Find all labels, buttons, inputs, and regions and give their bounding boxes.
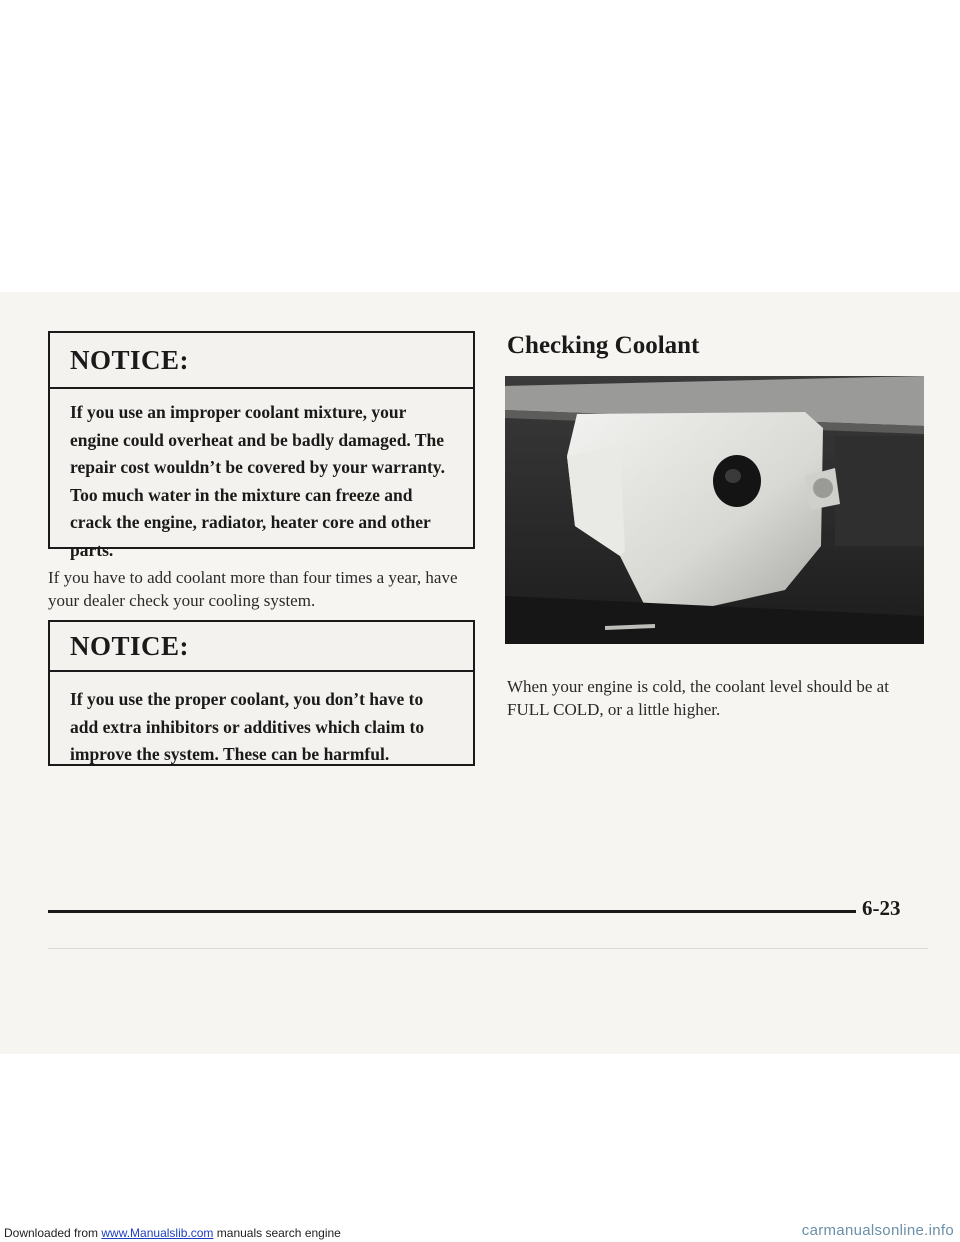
notice-box-coolant-mixture xyxy=(48,331,475,560)
page-number: 6-23 xyxy=(862,896,901,920)
notice-body: If you use the proper coolant, you don’t have to add extra inhibitors or additives which claim to improve the system. These can be harmful. xyxy=(70,689,425,764)
watermark-prefix: Downloaded from xyxy=(4,1226,102,1240)
notice-box-additives xyxy=(48,620,475,766)
manualslib-link[interactable]: www.Manualslib.com xyxy=(101,1226,214,1240)
section-title: Checking Coolant xyxy=(507,332,700,359)
notice-heading: NOTICE: xyxy=(50,333,473,389)
footer-rule xyxy=(48,910,856,913)
site-watermark: carmanualsonline.info xyxy=(801,1222,954,1239)
notice-body: If you use an improper coolant mixture, your engine could overheat and be badly damaged. The repair cost wouldn’t be covered by your warranty. Too much water in the mixture can freeze and crack the engine, radiator, heater core and other parts. xyxy=(70,402,445,560)
scan-line xyxy=(48,948,928,949)
watermark-suffix: manuals search engine xyxy=(213,1226,341,1240)
coolant-level-paragraph: When your engine is cold, the coolant level should be at FULL COLD, or a little higher. xyxy=(507,677,889,719)
coolant-frequency-paragraph: If you have to add coolant more than four times a year, have your dealer check your cooling system. xyxy=(48,568,458,610)
notice-heading: NOTICE: xyxy=(50,622,473,672)
coolant-reservoir-photo xyxy=(505,376,924,644)
download-watermark xyxy=(4,1226,341,1240)
